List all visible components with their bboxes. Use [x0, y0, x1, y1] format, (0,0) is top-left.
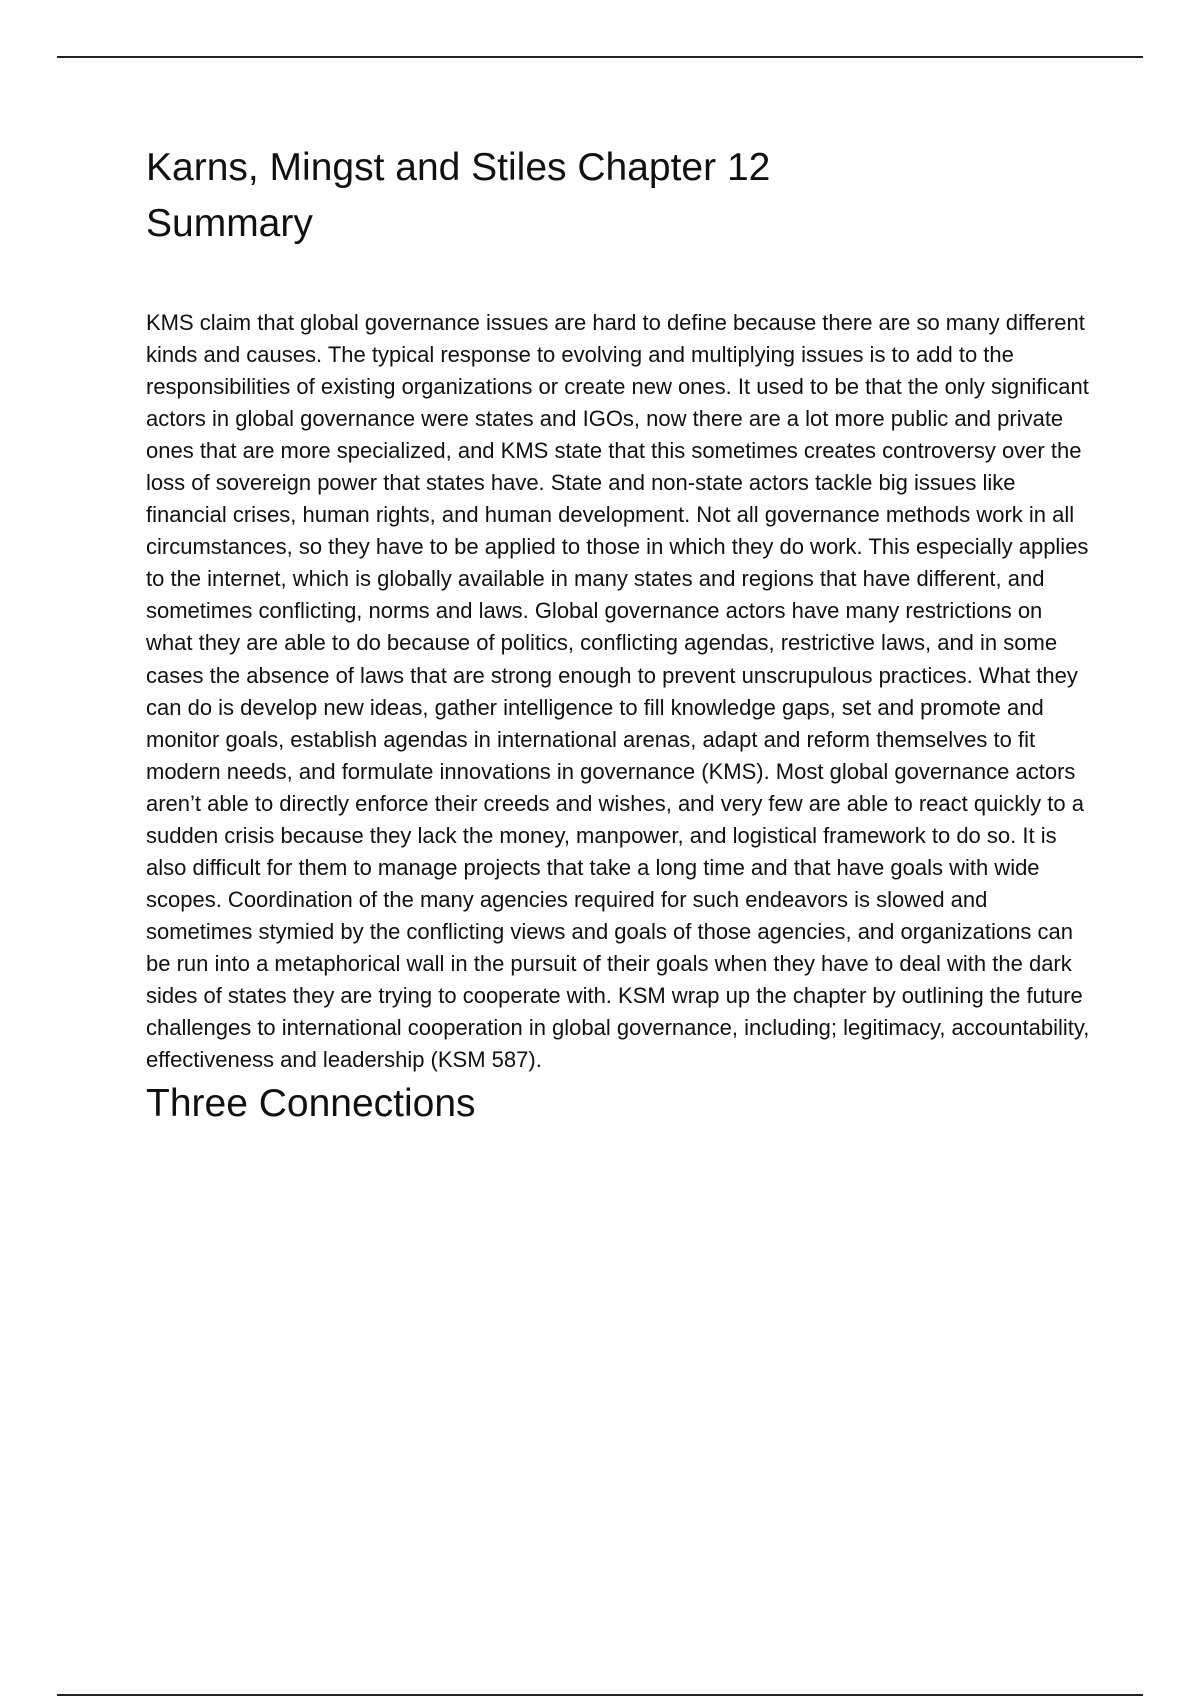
document-title: Karns, Mingst and Stiles Chapter 12: [146, 146, 771, 189]
three-connections-heading: Three Connections: [146, 1082, 476, 1126]
summary-paragraph: KMS claim that global governance issues are hard to define because there are so many different kinds and causes. The typical response to evolving and multiplying issues is to add to the responsibilities of existing organizations or create new ones. It used to be that the only significant actors in global governance were states and IGOs, now there are a lot more public and private ones that are more specialized, and KMS state that this sometimes creates controversy over the loss of sovereign power that states have. State and non-state actors tackle big issues like financial crises, human rights, and human development. Not all governance methods work in all circumstances, so they have to be applied to those in which they do work. This especially applies to the internet, which is globally available in many states and regions that have different, and sometimes conflicting, norms and laws. Global governance actors have many restrictions on what they are able to do because of politics, conflicting agendas, restrictive laws, and in some cases the absence of laws that are strong enough to prevent unscrupulous practices. What they can do is develop new ideas, gather intelligence to fill knowledge gaps, set and promote and monitor goals, establish agendas in international arenas, adapt and reform themselves to fit modern needs, and formulate innovations in governance (KMS). Most global governance actors aren’t able to directly enforce their creeds and wishes, and very few are able to react quickly to a sudden crisis because they lack the money, manpower, and logistical framework to do so. It is also difficult for them to manage projects that take a long time and that have goals with wide scopes. Coordination of the many agencies required for such endeavors is slowed and sometimes stymied by the conflicting views and goals of those agencies, and organizations can be run into a metaphorical wall in the pursuit of their goals when they have to deal with the dark sides of states they are trying to cooperate with. KSM wrap up the chapter by outlining the future challenges to international cooperation in global governance, including; legitimacy, accountability, effectiveness and leadership (KSM 587).: [146, 310, 1090, 1073]
top-rule: [57, 56, 1143, 58]
summary-heading: Summary: [146, 202, 313, 245]
bottom-rule: [57, 1694, 1143, 1696]
document-content: [146, 140, 1091, 1132]
